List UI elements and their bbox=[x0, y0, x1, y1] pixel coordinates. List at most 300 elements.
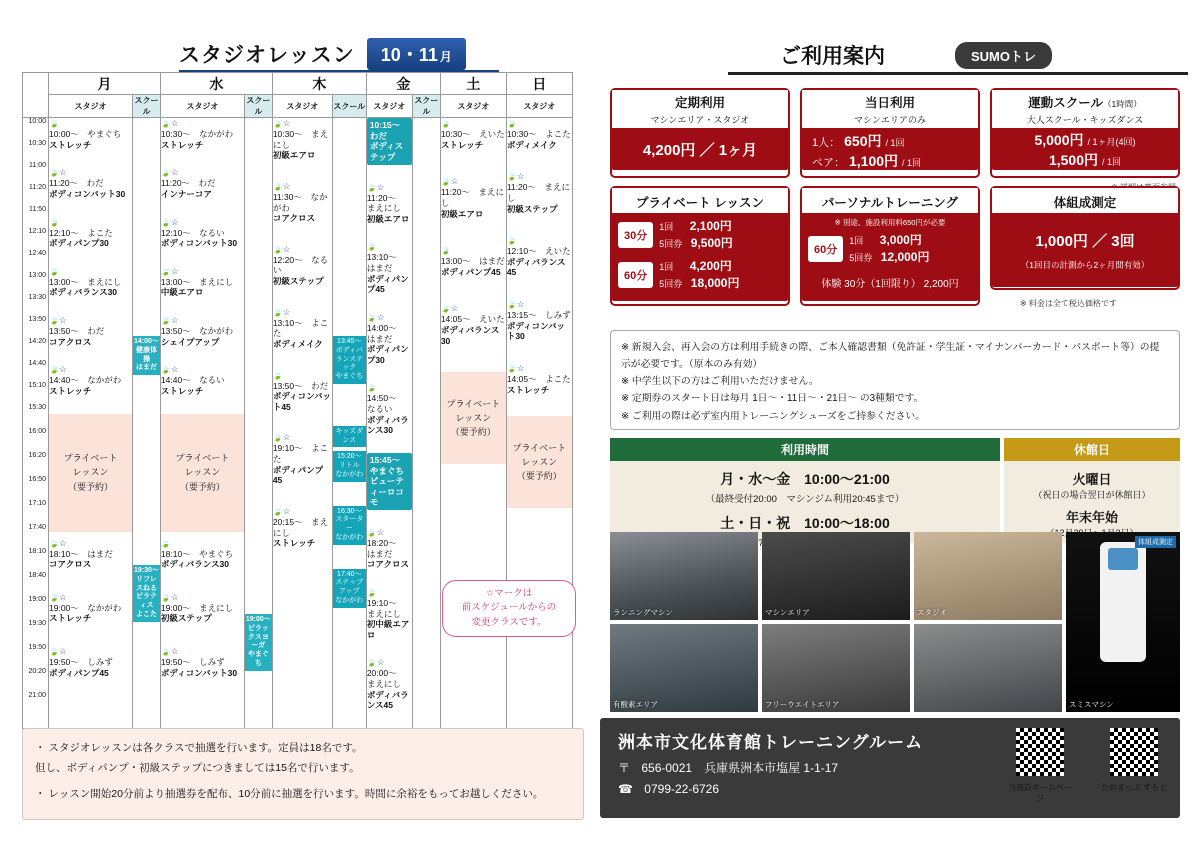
lesson-block[interactable] bbox=[273, 244, 332, 287]
lesson-marks bbox=[441, 303, 506, 314]
lesson-time: 10:15〜 わだ bbox=[369, 120, 409, 141]
closed-row2-main: 年末年始 bbox=[1065, 510, 1118, 525]
col-wed-school bbox=[244, 118, 272, 729]
toujitsu-row1-price: 650円 bbox=[844, 133, 882, 149]
star-icon: ☆ bbox=[282, 306, 291, 317]
lesson-name: ストレッチ bbox=[49, 385, 92, 396]
star-icon: ☆ bbox=[170, 646, 179, 656]
card-taisosei bbox=[990, 186, 1180, 290]
time-label: 11:20 bbox=[29, 184, 46, 191]
lesson-time: 19:50〜 しみず bbox=[160, 657, 225, 667]
lesson-time: 13:00〜 まえにし bbox=[160, 276, 234, 287]
time-axis bbox=[23, 118, 49, 729]
lesson-block[interactable] bbox=[441, 118, 506, 150]
sub-studio-sat: スタジオ bbox=[440, 95, 506, 118]
lesson-time: 13:10〜 はまだ bbox=[366, 252, 406, 273]
star-icon: ☆ bbox=[170, 265, 179, 276]
schedule-title-group bbox=[179, 38, 466, 70]
lesson-marks bbox=[49, 266, 132, 277]
hours-row1-time: 10:00〜21:00 bbox=[804, 471, 890, 487]
private-30-p2: 9,500円 bbox=[690, 236, 733, 251]
lesson-time: 12:10〜 なるい bbox=[160, 227, 225, 238]
table-header-row bbox=[23, 73, 573, 95]
lesson-name: ボディバランス30 bbox=[366, 414, 409, 436]
star-icon: ☆ bbox=[450, 303, 459, 314]
school-block[interactable] bbox=[333, 426, 366, 448]
time-label: 15:30 bbox=[28, 404, 46, 411]
leaf-icon: 🍃 bbox=[160, 647, 171, 656]
time-label: 12:40 bbox=[28, 250, 46, 257]
leaf-icon: 🍃 bbox=[160, 316, 171, 325]
card-school-header bbox=[992, 90, 1178, 113]
lesson-name: ストレッチ bbox=[49, 613, 92, 624]
star-icon: ☆ bbox=[450, 176, 459, 187]
footnote-2: 但し、ボディパンプ・初級ステップにつきましては15名で行います。 bbox=[35, 761, 360, 774]
day-header-sat: 土 bbox=[440, 73, 506, 95]
lesson-marks bbox=[161, 592, 244, 603]
lesson-marks bbox=[49, 315, 132, 326]
lesson-block[interactable] bbox=[441, 303, 506, 346]
card-toujitsu-header: 当日利用 bbox=[802, 90, 978, 113]
sub-studio-sun: スタジオ bbox=[506, 95, 572, 118]
private-label-3: （要予約） bbox=[516, 471, 562, 482]
lesson-block[interactable] bbox=[367, 182, 412, 225]
usage-note-2: ※ 中学生以下の方はご利用いただけません。 bbox=[621, 376, 819, 388]
star-icon: ☆ bbox=[282, 432, 291, 443]
leaf-icon: 🍃 bbox=[366, 587, 377, 597]
qr-label-tamemap: ためまっぷ すもと bbox=[1100, 783, 1168, 792]
lesson-marks bbox=[161, 118, 244, 129]
school-block[interactable] bbox=[133, 336, 160, 375]
usage-note-4: ※ ご利用の際は必ず室内用トレーニングシューズをご持参ください。 bbox=[621, 410, 925, 422]
school-block[interactable] bbox=[333, 451, 366, 481]
star-icon: ☆ bbox=[376, 657, 385, 668]
lesson-name: ボディパンプ45 bbox=[272, 464, 324, 486]
lesson-time: 11:20〜 まえにし bbox=[506, 182, 570, 203]
card-personal-header: パーソナルトレーニング bbox=[802, 188, 978, 213]
school-teacher: よこた bbox=[135, 610, 157, 618]
leaf-icon: 🍃 bbox=[272, 370, 283, 380]
photo-caption-5: フリーウエイトエリア bbox=[765, 700, 840, 709]
lesson-time: 14:50〜 なるい bbox=[366, 393, 406, 414]
school-teacher: なかがわ bbox=[335, 470, 364, 478]
lesson-name: インナーコア bbox=[160, 188, 212, 199]
sub-school-thu: スクール bbox=[332, 95, 366, 118]
school-row2-price: 1,500円 bbox=[1048, 152, 1099, 168]
leaf-icon: 🍃 bbox=[49, 168, 59, 178]
leaf-icon: 🍃 bbox=[366, 383, 377, 393]
lesson-marks bbox=[161, 646, 244, 657]
lesson-time: 10:30〜 えいた bbox=[440, 129, 505, 139]
lesson-block[interactable] bbox=[273, 432, 332, 486]
card-school-header-text: 運動スクール bbox=[1028, 96, 1104, 110]
lesson-marks bbox=[273, 506, 332, 517]
photo-extra bbox=[914, 624, 1062, 712]
time-column-header bbox=[23, 73, 49, 118]
lesson-name: ストレッチ bbox=[272, 538, 316, 549]
lesson-name: ボディパンプ30 bbox=[366, 344, 409, 365]
lesson-block[interactable] bbox=[49, 538, 132, 570]
postal-icon: 〒 bbox=[618, 761, 631, 775]
col-mon-studio bbox=[49, 118, 133, 729]
col-mon-school bbox=[133, 118, 161, 729]
lesson-block[interactable] bbox=[49, 118, 132, 150]
lesson-block[interactable] bbox=[49, 266, 132, 298]
lesson-name: ボディパンプ45 bbox=[49, 667, 109, 678]
lesson-block[interactable] bbox=[161, 118, 244, 150]
lesson-marks bbox=[507, 299, 572, 310]
lesson-block[interactable] bbox=[507, 171, 572, 214]
toujitsu-row2-label: ペア： bbox=[812, 157, 845, 169]
private-30-l2: 5回券 bbox=[659, 239, 683, 250]
lesson-marks bbox=[507, 363, 572, 374]
star-icon: ☆ bbox=[170, 167, 179, 178]
time-label: 11:00 bbox=[29, 162, 46, 169]
leaf-icon: 🍃 bbox=[160, 168, 171, 178]
time-label: 13:30 bbox=[28, 294, 46, 301]
sat-private-block bbox=[441, 372, 506, 464]
sub-studio-wed: スタジオ bbox=[160, 95, 244, 118]
month-badge bbox=[367, 38, 466, 70]
private-label-2: レッスン bbox=[521, 456, 558, 467]
lesson-marks bbox=[367, 182, 412, 193]
photo-smith-machine bbox=[1066, 532, 1180, 712]
lesson-marks bbox=[367, 587, 412, 598]
private-60-p2: 18,000円 bbox=[690, 276, 740, 291]
facility-address-line bbox=[618, 759, 1162, 776]
lesson-time: 10:30〜 よこた bbox=[506, 129, 571, 139]
lesson-time: 13:50〜 わだ bbox=[272, 380, 329, 391]
private-30-l1: 1回 bbox=[659, 222, 674, 232]
photo-freeweight-area bbox=[762, 624, 910, 712]
lesson-time: 12:20〜 なるい bbox=[272, 254, 329, 276]
star-icon: ☆ bbox=[170, 216, 179, 227]
lesson-marks bbox=[161, 364, 244, 375]
star-icon: ☆ bbox=[282, 505, 291, 516]
lesson-name: ボディバランス45 bbox=[366, 689, 409, 711]
star-icon: ☆ bbox=[170, 364, 179, 375]
leaf-icon: 🍃 bbox=[440, 304, 451, 314]
lesson-marks bbox=[441, 245, 506, 256]
col-thu-studio bbox=[272, 118, 332, 729]
time-label: 14:40 bbox=[28, 360, 46, 367]
private-label-3: （要予約） bbox=[179, 481, 225, 492]
lesson-block[interactable] bbox=[161, 646, 244, 678]
star-icon: ☆ bbox=[376, 181, 385, 192]
time-label: 13:00 bbox=[28, 272, 46, 279]
lesson-time: 12:10〜 よこた bbox=[49, 227, 113, 238]
leaf-icon: 🍃 bbox=[506, 172, 517, 182]
lesson-name: ボディコンバット45 bbox=[272, 391, 332, 412]
lesson-marks bbox=[441, 176, 506, 187]
time-label: 12:10 bbox=[28, 228, 46, 235]
star-icon: ☆ bbox=[170, 591, 179, 602]
card-toujitsu-riyou bbox=[800, 88, 980, 178]
lesson-time: 18:10〜 やまぐち bbox=[160, 548, 234, 559]
card-toujitsu-sub: マシンエリアのみ bbox=[854, 115, 926, 125]
facility-footer bbox=[600, 718, 1180, 818]
leaf-icon: 🍃 bbox=[272, 181, 283, 191]
lesson-name: ボディパンプ30 bbox=[49, 238, 109, 249]
month-badge-number: 10・11 bbox=[380, 45, 438, 65]
school-time: 16:30〜 bbox=[337, 507, 362, 515]
toujitsu-row1-unit: / 1回 bbox=[885, 138, 905, 148]
lesson-name: 初中級エアロ bbox=[366, 619, 410, 640]
lesson-block[interactable] bbox=[507, 235, 572, 278]
school-block[interactable] bbox=[245, 614, 272, 671]
lesson-name: ストレッチ bbox=[506, 384, 550, 395]
guide-rule bbox=[728, 72, 1188, 75]
school-time: 17:40〜 bbox=[337, 570, 362, 578]
lesson-name: ストレッチ bbox=[440, 139, 484, 150]
qr-code-homepage[interactable] bbox=[1016, 728, 1064, 776]
lesson-block[interactable] bbox=[367, 118, 412, 165]
school-block[interactable] bbox=[333, 569, 366, 608]
lesson-block[interactable] bbox=[49, 364, 132, 396]
lesson-marks bbox=[273, 118, 332, 129]
leaf-icon: 🍃 bbox=[49, 365, 59, 375]
lesson-name: 初級ステップ bbox=[506, 203, 558, 214]
lesson-block[interactable] bbox=[441, 176, 506, 219]
lesson-block[interactable] bbox=[49, 167, 132, 199]
leaf-icon: 🍃 bbox=[49, 316, 59, 325]
lesson-time: 13:10〜 よこた bbox=[272, 317, 329, 339]
lesson-name: ボディコンバット30 bbox=[160, 238, 238, 249]
leaf-icon: 🍃 bbox=[49, 217, 59, 227]
school-teacher: なかがわ bbox=[335, 533, 364, 541]
private-label-1: プライベート bbox=[446, 398, 501, 409]
school-time: 19:00〜 bbox=[245, 616, 271, 623]
lesson-name: ストレッチ bbox=[49, 139, 92, 150]
leaf-icon: 🍃 bbox=[366, 528, 377, 537]
photo-aerobic-area bbox=[610, 624, 758, 712]
school-teacher: なかがわ bbox=[335, 596, 364, 604]
lesson-name: 中級エアロ bbox=[160, 287, 204, 298]
personal-60-l1: 1回 bbox=[849, 236, 864, 246]
school-time: 13:45〜 bbox=[337, 338, 362, 345]
lesson-marks bbox=[161, 315, 244, 326]
lesson-block[interactable] bbox=[161, 538, 244, 570]
private-30-p1: 2,100円 bbox=[689, 219, 732, 233]
private-label-2: レッスン bbox=[455, 413, 492, 424]
lesson-marks bbox=[49, 118, 132, 129]
lesson-block[interactable] bbox=[367, 657, 412, 711]
guide-title: ご利用案内 bbox=[780, 45, 885, 68]
lesson-marks bbox=[161, 266, 244, 277]
lesson-time: 14:05〜 よこた bbox=[506, 373, 571, 384]
leaf-icon: 🍃 bbox=[272, 244, 283, 254]
lesson-block[interactable] bbox=[507, 118, 572, 150]
facility-phone-line bbox=[618, 782, 1162, 796]
lesson-marks bbox=[367, 657, 412, 668]
star-icon: ☆ bbox=[58, 167, 67, 178]
col-fri-studio bbox=[366, 118, 412, 729]
time-label: 15:10 bbox=[28, 382, 46, 389]
lesson-time: 14:00〜 はまだ bbox=[366, 322, 406, 344]
lesson-time: 13:50〜 なかがわ bbox=[160, 326, 234, 336]
lesson-name: 初級エアロ bbox=[440, 208, 484, 219]
leaf-icon: 🍃 bbox=[366, 312, 377, 322]
lesson-block[interactable] bbox=[273, 370, 332, 413]
star-icon: ☆ bbox=[170, 118, 179, 128]
leaf-icon: 🍃 bbox=[49, 647, 59, 656]
school-row1-price: 5,000円 bbox=[1034, 132, 1084, 148]
hours-row2-days: 土・日・祝 bbox=[720, 515, 791, 531]
time-label: 17:10 bbox=[28, 500, 46, 507]
table-subheader-row bbox=[23, 95, 573, 118]
private-60-p1: 4,200円 bbox=[689, 258, 732, 273]
closed-row1-main: 火曜日 bbox=[1072, 472, 1112, 487]
school-teacher: やまぐち bbox=[247, 651, 269, 667]
leaf-icon: 🍃 bbox=[160, 217, 171, 227]
private-label-2: レッスン bbox=[184, 467, 221, 478]
lesson-time: 19:00〜 なかがわ bbox=[49, 602, 122, 613]
school-name: 健康体操 bbox=[135, 346, 157, 363]
col-fri-school bbox=[412, 118, 440, 729]
time-label: 19:50 bbox=[28, 644, 46, 651]
personal-60-tag: 60分 bbox=[808, 236, 843, 262]
lesson-time: 15:45〜 やまぐち bbox=[369, 454, 409, 476]
sub-studio-fri: スタジオ bbox=[366, 95, 412, 118]
lesson-block[interactable] bbox=[273, 118, 332, 161]
lesson-time: 19:10〜 よこた bbox=[272, 443, 329, 464]
lesson-time: 18:20〜 はまだ bbox=[366, 538, 406, 559]
card-teiki-price: 4,200円 ／ 1ヶ月 bbox=[612, 128, 788, 170]
lesson-name: ボディコンバット30 bbox=[49, 188, 126, 199]
lesson-block[interactable] bbox=[507, 363, 572, 395]
lesson-marks bbox=[161, 538, 244, 549]
hours-row1-days: 月・水〜金 bbox=[720, 471, 791, 487]
lesson-marks bbox=[507, 171, 572, 182]
lesson-block[interactable] bbox=[49, 315, 132, 347]
time-label: 16:50 bbox=[28, 476, 46, 483]
closed-row1-sub: （祝日の場合翌日が休館日） bbox=[1033, 490, 1151, 500]
toujitsu-row1-label: 1人： bbox=[812, 137, 841, 149]
leaf-icon: 🍃 bbox=[440, 246, 451, 256]
lesson-marks bbox=[161, 217, 244, 228]
lesson-block[interactable] bbox=[507, 299, 572, 342]
lesson-block[interactable] bbox=[367, 587, 412, 641]
time-label: 18:40 bbox=[28, 572, 46, 579]
usage-note-3: ※ 定期券のスタート日は毎月 1日〜・11日〜・21日〜 の3種類です。 bbox=[621, 393, 924, 405]
mon-private-block bbox=[49, 414, 132, 532]
time-label: 10:00 bbox=[28, 118, 46, 125]
sumo-badge: SUMOトレ bbox=[955, 42, 1052, 69]
leaf-icon: 🍃 bbox=[160, 538, 171, 548]
time-label: 19:30 bbox=[28, 620, 46, 627]
hours-block bbox=[610, 438, 1000, 543]
body-composition-label: 体組成測定 bbox=[1135, 536, 1176, 548]
toujitsu-row2-unit: / 1回 bbox=[902, 158, 922, 168]
lesson-block[interactable] bbox=[273, 307, 332, 350]
qr-label-homepage: 当施設ホームページ bbox=[1008, 783, 1072, 803]
leaf-icon: 🍃 bbox=[49, 592, 59, 602]
photo-machine-area bbox=[762, 532, 910, 620]
school-name: リフレスねるピラティス bbox=[135, 575, 157, 609]
lesson-time: 20:00〜 まえにし bbox=[366, 668, 406, 689]
lesson-block[interactable] bbox=[441, 245, 506, 277]
lesson-block[interactable] bbox=[161, 364, 244, 396]
star-note-line3: 変更クラスです。 bbox=[471, 616, 547, 628]
sub-school-wed: スクール bbox=[246, 96, 271, 116]
school-name: スターター bbox=[335, 516, 364, 532]
lesson-marks bbox=[273, 244, 332, 255]
personal-60-p1: 3,000円 bbox=[879, 233, 922, 247]
lesson-block[interactable] bbox=[161, 315, 244, 347]
lesson-time: 18:10〜 はまだ bbox=[49, 548, 113, 559]
leaf-icon: 🍃 bbox=[506, 300, 517, 309]
lesson-block[interactable] bbox=[161, 592, 244, 624]
lesson-block[interactable] bbox=[273, 506, 332, 549]
lesson-time: 14:40〜 なかがわ bbox=[49, 375, 122, 386]
lesson-name: ボディバランス45 bbox=[506, 256, 566, 278]
leaf-icon: 🍃 bbox=[506, 363, 517, 373]
lesson-name: ボディバランス30 bbox=[160, 559, 229, 570]
time-label: 10:30 bbox=[28, 140, 46, 147]
leaf-icon: 🍃 bbox=[272, 506, 283, 516]
card-personal-training bbox=[800, 186, 980, 306]
school-name: ピラックスヨーガ bbox=[247, 624, 269, 650]
wed-private-block bbox=[161, 414, 244, 532]
lesson-block[interactable] bbox=[367, 382, 412, 436]
lesson-block[interactable] bbox=[367, 453, 412, 510]
lesson-block[interactable] bbox=[367, 527, 412, 570]
qr-code-tamemap[interactable] bbox=[1110, 728, 1158, 776]
lesson-time: 11:20〜 まえにし bbox=[366, 192, 405, 214]
lesson-block[interactable] bbox=[161, 266, 244, 298]
lesson-block[interactable] bbox=[367, 312, 412, 366]
lesson-marks bbox=[367, 527, 412, 538]
lesson-block[interactable] bbox=[273, 181, 332, 224]
usage-notes bbox=[610, 330, 1180, 430]
school-time: 14:00〜 bbox=[134, 338, 159, 345]
lesson-name: コアクロス bbox=[272, 213, 316, 224]
private-label-3: （要予約） bbox=[450, 427, 496, 438]
school-block[interactable] bbox=[333, 336, 366, 384]
school-block[interactable] bbox=[133, 565, 160, 622]
lesson-name: コアクロス bbox=[49, 336, 92, 347]
lesson-block[interactable] bbox=[161, 217, 244, 249]
lesson-block[interactable] bbox=[49, 646, 132, 678]
lesson-block[interactable] bbox=[49, 592, 132, 624]
guide-panel bbox=[600, 10, 1190, 838]
school-block[interactable] bbox=[333, 506, 366, 545]
leaf-icon: 🍃 bbox=[366, 658, 377, 668]
private-60-l1: 1回 bbox=[659, 261, 674, 272]
lesson-marks bbox=[49, 592, 132, 603]
star-icon: ☆ bbox=[58, 537, 67, 548]
leaf-icon: 🍃 bbox=[506, 236, 517, 246]
card-teiki-sub: マシンエリア・スタジオ bbox=[650, 115, 750, 125]
time-label: 11:50 bbox=[29, 206, 46, 213]
card-personal-trial: 体験 30分（1回限り） 2,200円 bbox=[821, 278, 959, 290]
card-teiki-header: 定期利用 bbox=[612, 90, 788, 113]
day-header-thu: 木 bbox=[272, 73, 366, 95]
sub-school-fri: スクール bbox=[414, 96, 439, 116]
private-label-1: プライベート bbox=[175, 452, 230, 463]
day-header-sun: 日 bbox=[506, 73, 572, 95]
lesson-name: 初級ステップ bbox=[160, 613, 212, 624]
lesson-block[interactable] bbox=[49, 217, 132, 249]
hours-row2-time: 10:00〜18:00 bbox=[804, 515, 890, 531]
lesson-block[interactable] bbox=[161, 167, 244, 199]
star-icon: ☆ bbox=[170, 315, 179, 325]
card-personal-sub: ※ 別途、施設利用料650円が必要 bbox=[834, 218, 946, 227]
lesson-block[interactable] bbox=[367, 241, 412, 295]
school-teacher: やまぐち bbox=[335, 373, 364, 380]
schedule-footnotes bbox=[22, 728, 584, 820]
lesson-marks bbox=[49, 364, 132, 375]
